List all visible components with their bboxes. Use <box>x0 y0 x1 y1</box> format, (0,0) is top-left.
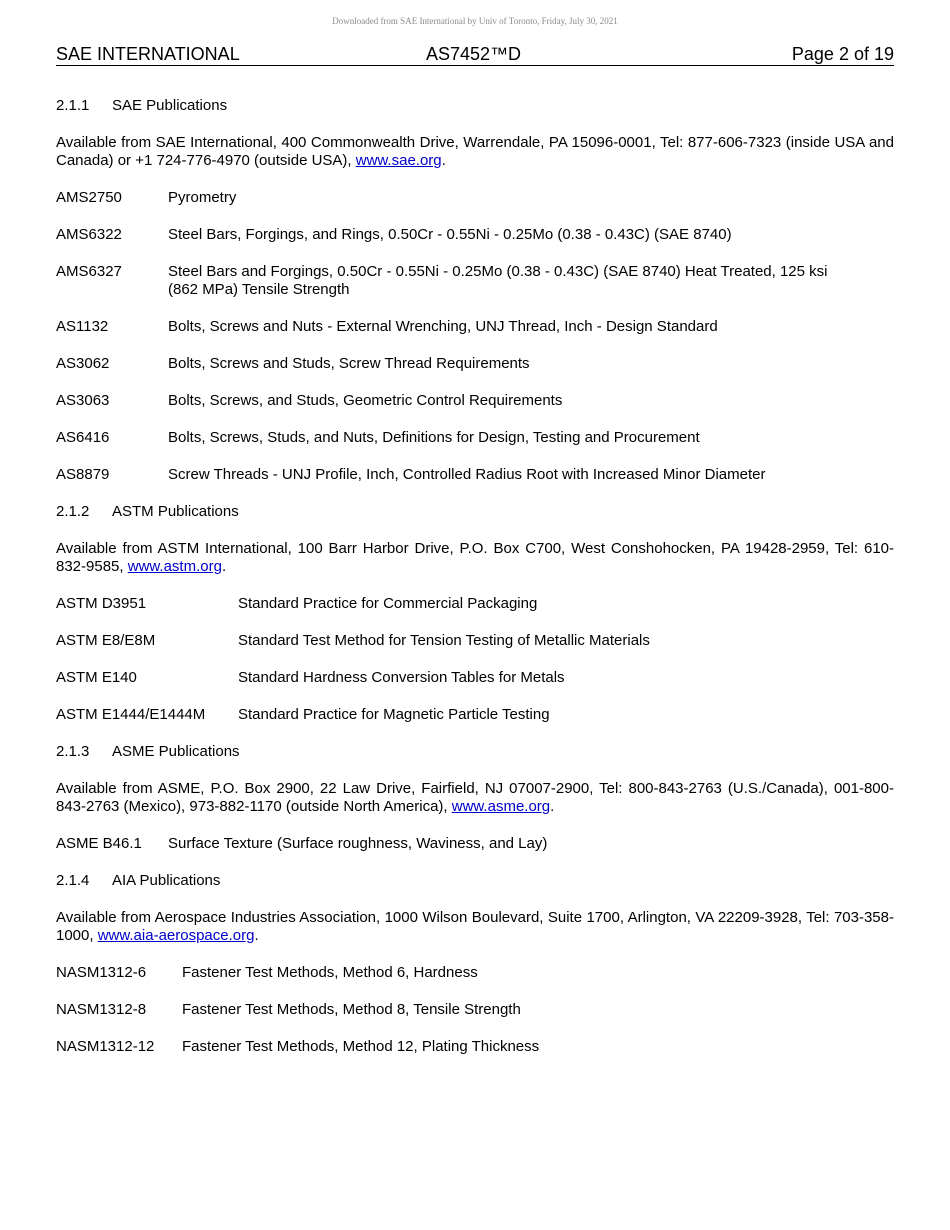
reference-code: AMS2750 <box>56 189 122 206</box>
reference-code: ASTM E140 <box>56 669 137 686</box>
availability-text: Available from ASTM International, 100 Barr Harbor Drive, P.O. Box C700, West Conshohocken, PA 19428-2959, Tel: 610-832-9585, <box>56 540 894 575</box>
reference-title: Screw Threads - UNJ Profile, Inch, Controlled Radius Root with Increased Minor Diameter <box>168 466 766 483</box>
period: . <box>254 927 259 944</box>
reference-item <box>56 706 894 724</box>
header-publisher: SAE INTERNATIONAL <box>56 44 240 64</box>
reference-title: Standard Practice for Commercial Packaging <box>238 595 538 612</box>
reference-title: Bolts, Screws, and Studs, Geometric Control Requirements <box>168 392 563 409</box>
reference-code: AS8879 <box>56 466 110 483</box>
reference-title: Bolts, Screws and Studs, Screw Thread Requirements <box>168 355 530 372</box>
reference-title: Steel Bars and Forgings, 0.50Cr - 0.55Ni - 0.25Mo (0.38 - 0.43C) (SAE 8740) Heat Treated, 125 ksi (862 MPa) Tensile Strength <box>168 263 828 298</box>
reference-title: Surface Texture (Surface roughness, Waviness, and Lay) <box>168 835 548 852</box>
reference-title: Standard Hardness Conversion Tables for Metals <box>238 669 565 686</box>
reference-item <box>56 189 894 207</box>
reference-item <box>56 226 894 244</box>
reference-item <box>56 392 894 410</box>
reference-code: AMS6322 <box>56 226 122 243</box>
reference-item <box>56 429 894 447</box>
reference-item <box>56 835 894 853</box>
download-watermark: Downloaded from SAE International by Univ of Toronto, Friday, July 30, 2021 <box>332 16 618 26</box>
header-document-number: AS7452™D <box>426 44 522 64</box>
reference-item <box>56 466 894 484</box>
reference-title: Pyrometry <box>168 189 237 206</box>
availability-text: Available from Aerospace Industries Association, 1000 Wilson Boulevard, Suite 1700, Arlington, VA 22209-3928, Tel: 703-358-1000, <box>56 909 894 944</box>
section-heading-aia <box>56 872 894 890</box>
reference-code: ASTM E8/E8M <box>56 632 156 649</box>
aia-website-link[interactable]: www.aia-aerospace.org <box>97 927 255 944</box>
reference-code: ASTM D3951 <box>56 595 147 612</box>
reference-code: ASME B46.1 <box>56 835 142 852</box>
reference-title: Fastener Test Methods, Method 8, Tensile Strength <box>182 1001 521 1018</box>
period: . <box>550 798 555 815</box>
reference-code: AS6416 <box>56 429 110 446</box>
astm-website-link[interactable]: www.astm.org <box>127 558 222 575</box>
section-title: ASME Publications <box>112 743 240 760</box>
asme-website-link[interactable]: www.asme.org <box>451 798 551 815</box>
section-heading-asme <box>56 743 894 761</box>
reference-title: Bolts, Screws and Nuts - External Wrenching, UNJ Thread, Inch - Design Standard <box>168 318 718 335</box>
reference-title: Fastener Test Methods, Method 6, Hardness <box>182 964 478 981</box>
page-header <box>56 44 894 66</box>
period: . <box>221 558 227 575</box>
reference-item <box>56 318 894 336</box>
section-title: AIA Publications <box>112 872 221 889</box>
reference-code: NASM1312-6 <box>56 964 147 981</box>
section-title: ASTM Publications <box>112 503 239 520</box>
reference-title: Standard Test Method for Tension Testing of Metallic Materials <box>238 632 650 649</box>
section-number: 2.1.4 <box>56 872 90 889</box>
section-title: SAE Publications <box>112 97 228 114</box>
section-number: 2.1.2 <box>56 503 90 520</box>
reference-item <box>56 355 894 373</box>
availability-text: Available from ASME, P.O. Box 2900, 22 Law Drive, Fairfield, NJ 07007-2900, Tel: 800-843-2763 (U.S./Canada), 001-800-843-2763 (Mexico), 973-882-1170 (outside North America), <box>56 780 894 815</box>
reference-code: AMS6327 <box>56 263 122 280</box>
reference-item <box>56 595 894 613</box>
reference-code: AS3062 <box>56 355 110 372</box>
reference-code: AS1132 <box>56 318 109 335</box>
reference-item <box>56 964 894 982</box>
reference-code: AS3063 <box>56 392 110 409</box>
reference-item <box>56 1001 894 1019</box>
section-number: 2.1.1 <box>56 97 90 114</box>
reference-code: ASTM E1444/E1444M <box>56 706 206 723</box>
section-number: 2.1.3 <box>56 743 90 760</box>
period: . <box>441 152 446 169</box>
reference-item <box>56 1038 894 1056</box>
availability-paragraph-astm <box>56 540 894 576</box>
sae-website-link[interactable]: www.sae.org <box>355 152 442 169</box>
reference-title: Steel Bars, Forgings, and Rings, 0.50Cr - 0.55Ni - 0.25Mo (0.38 - 0.43C) (SAE 8740) <box>168 226 732 243</box>
availability-paragraph-aia <box>56 909 894 945</box>
header-page-number: Page 2 of 19 <box>791 44 894 64</box>
reference-title: Bolts, Screws, Studs, and Nuts, Definitions for Design, Testing and Procurement <box>168 429 700 446</box>
availability-text: Available from SAE International, 400 Commonwealth Drive, Warrendale, PA 15096-0001, Tel: 877-606-7323 (inside USA and Canada) or +1 724-776-4970 (outside USA), <box>56 134 894 169</box>
reference-code: NASM1312-12 <box>56 1038 155 1055</box>
reference-item <box>56 632 894 650</box>
section-heading-sae <box>56 97 894 115</box>
section-heading-astm <box>56 503 894 521</box>
availability-paragraph-sae <box>56 134 894 170</box>
reference-item <box>56 669 894 687</box>
availability-paragraph-asme <box>56 780 894 816</box>
document-body <box>56 97 894 1056</box>
reference-title: Standard Practice for Magnetic Particle Testing <box>238 706 550 723</box>
reference-title: Fastener Test Methods, Method 12, Plating Thickness <box>182 1038 540 1055</box>
reference-item <box>56 263 894 299</box>
reference-code: NASM1312-8 <box>56 1001 147 1018</box>
